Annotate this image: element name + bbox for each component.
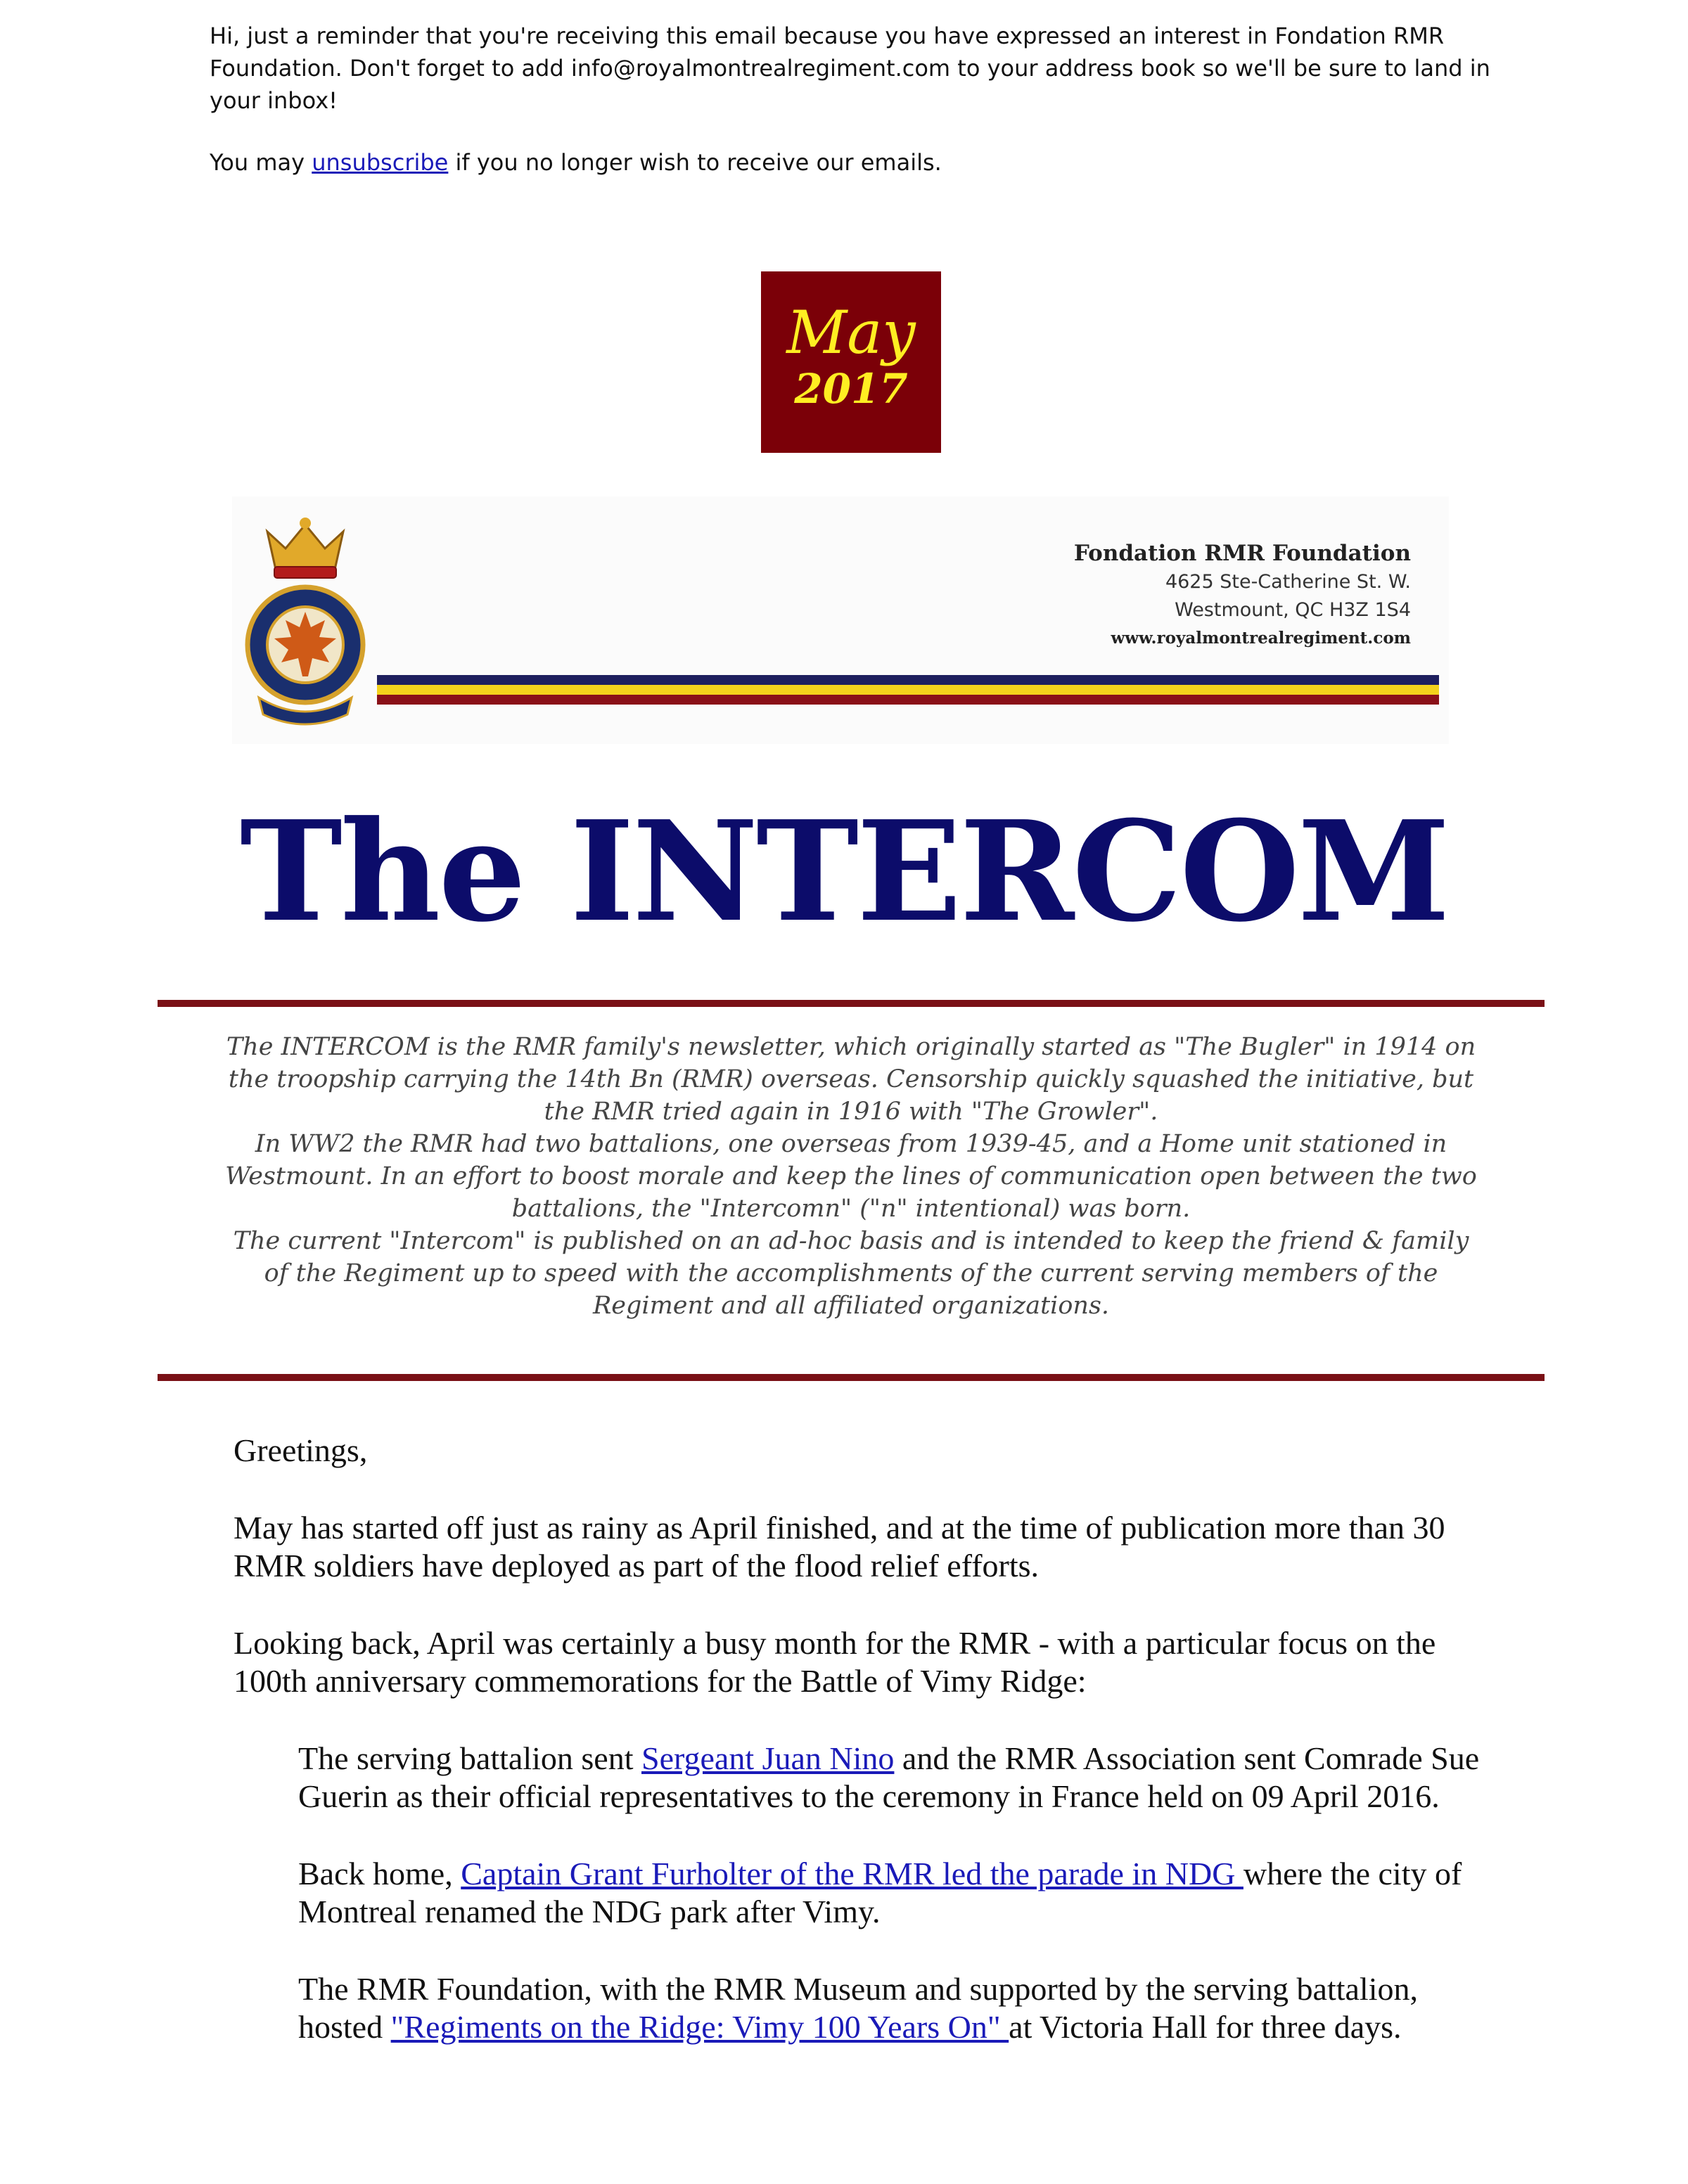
address-street: 4625 Ste-Catherine St. W. (1165, 571, 1411, 593)
unsubscribe-link[interactable]: unsubscribe (312, 149, 449, 176)
item-text: The RMR Foundation, with the RMR Museum and supported by the serving battalion, hosted (298, 1971, 1418, 2045)
foundation-name: Fondation RMR Foundation (1073, 541, 1411, 566)
vimy-item (298, 1740, 1500, 1816)
item-text: at Victoria Hall for three days. (1009, 2009, 1402, 2045)
ndg-parade-link[interactable]: Captain Grant Furholter of the RMR led the parade in NDG (461, 1856, 1243, 1891)
newsletter-about (225, 1031, 1477, 1322)
divider-bottom (158, 1374, 1545, 1381)
letterhead-banner (232, 496, 1449, 744)
vimy-item (298, 1855, 1500, 1931)
item-text: and the RMR Association sent Comrade Sue Guerin as their official representatives to the ceremony in France held on 09 April 2016. (298, 1740, 1480, 1814)
stripe-navy (377, 675, 1439, 685)
issue-date-badge (761, 271, 941, 453)
unsubscribe-suffix: if you no longer wish to receive our emails. (448, 149, 942, 176)
regimental-stripes (377, 675, 1439, 705)
issue-month: May (786, 298, 916, 367)
item-text: The serving battalion sent (298, 1740, 641, 1776)
stripe-gold (377, 685, 1439, 695)
foundation-website: www.royalmontrealregiment.com (1111, 629, 1411, 648)
vimy-item (298, 1970, 1500, 2046)
issue-year: 2017 (794, 365, 908, 413)
stripe-maroon (377, 695, 1439, 705)
foundation-address-block (1074, 539, 1411, 653)
lookback-paragraph: Looking back, April was certainly a busy month for the RMR - with a particular focus on the 100th anniversary commemorations for the Battle of Vimy Ridge: (234, 1625, 1436, 1699)
about-paragraph: In WW2 the RMR had two battalions, one overseas from 1939-45, and a Home unit stationed in Westmount. In an effort to boost morale and keep the lines of communication open between the two battalions, the "Intercomn" ("n" intentional) was born. (225, 1130, 1477, 1223)
address-city: Westmount, QC H3Z 1S4 (1175, 599, 1411, 621)
greeting: Greetings, (234, 1432, 368, 1468)
newsletter-body (234, 1432, 1500, 2086)
unsubscribe-prefix: You may (210, 149, 312, 176)
newsletter-title: The INTERCOM (240, 791, 1448, 953)
item-text: where the city of Montreal renamed the NDG park after Vimy. (298, 1856, 1462, 1929)
regiment-crest-icon (242, 515, 369, 730)
item-text: Back home, (298, 1856, 461, 1891)
intro-paragraph: May has started off just as rainy as April finished, and at the time of publication more than 30 RMR soldiers have deployed as part of the flood relief efforts. (234, 1510, 1445, 1584)
sergeant-nino-link[interactable]: Sergeant Juan Nino (641, 1740, 895, 1776)
divider-top (158, 1000, 1545, 1007)
unsubscribe-line (210, 146, 1532, 179)
regiments-on-the-ridge-link[interactable]: "Regiments on the Ridge: Vimy 100 Years On" (390, 2009, 1009, 2045)
about-paragraph: The current "Intercom" is published on an ad-hoc basis and is intended to keep the friend & family of the Regiment up to speed with the accomplishments of the current serving members of the Regiment and all affiliated organizations. (233, 1227, 1469, 1320)
reminder-text: Hi, just a reminder that you're receiving this email because you have expressed an interest in Fondation RMR Foundation. Don't forget to add info@royalmontrealregiment.com to your address book so we'll be sure to land in your inbox! (210, 23, 1490, 114)
about-paragraph: The INTERCOM is the RMR family's newsletter, which originally started as "The Bugler" in 1914 on the troopship carrying the 14th Bn (RMR) overseas. Censorship quickly squashed the initiative, but the RMR tried again in 1916 with "The Growler". (226, 1033, 1476, 1126)
email-preheader (210, 20, 1532, 179)
